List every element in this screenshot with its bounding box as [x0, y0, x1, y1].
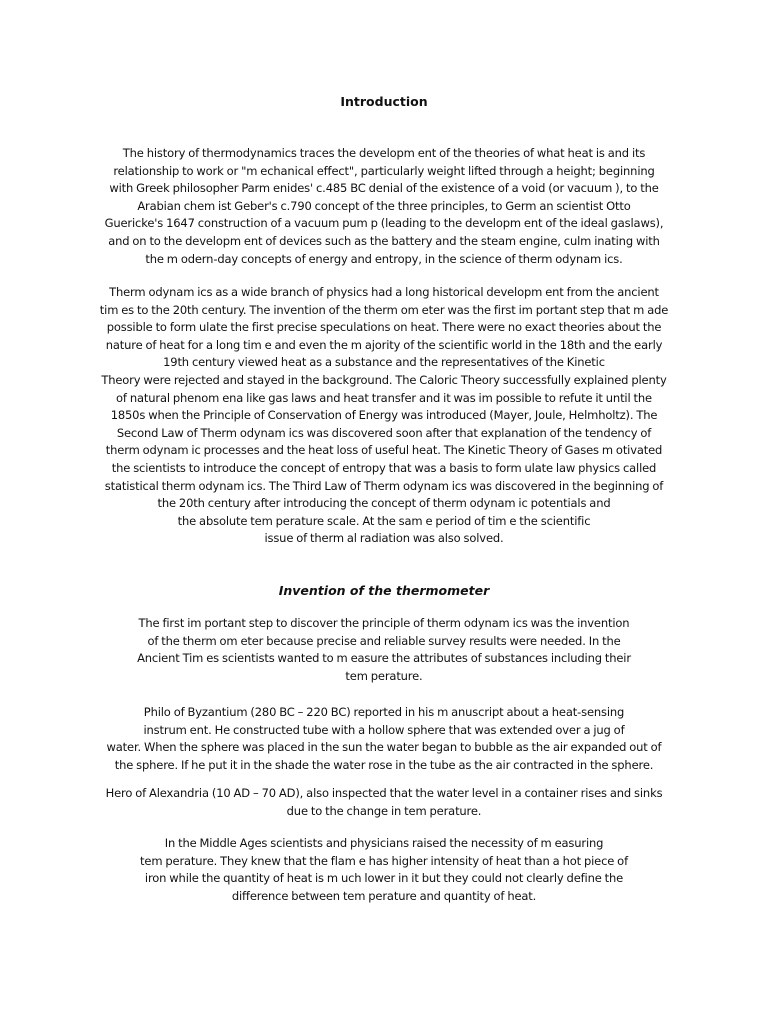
- text-line: Therm odynam ics as a wide branch of physics had a long historical developm ent from the ancient: [109, 285, 659, 299]
- paragraph-first-important-step: [80, 615, 688, 685]
- text-line: 19th century viewed heat as a substance and the representatives of the Kinetic: [163, 355, 605, 370]
- text-line: the scientists to introduce the concept of entropy that was a basis to form ulate law physics called: [111, 460, 657, 475]
- text-line: difference between tem perature and quantity of heat.: [231, 888, 537, 903]
- text-line: relationship to work or "m echanical effect", particularly weight lifted through a height; beginning: [113, 163, 655, 178]
- text-line: The history of thermodynamics traces the developm ent of the theories of what heat is and its: [122, 146, 646, 160]
- paragraph-hero-of-alexandria: [80, 785, 688, 820]
- section-heading-introduction: Introduction: [340, 94, 428, 109]
- text-line: Arabian chem ist Geber's c.790 concept of the three principles, to Germ an scientist Otto: [137, 198, 631, 213]
- section-heading-invention-of-thermometer: Invention of the thermometer: [278, 583, 490, 598]
- text-line: Philo of Byzantium (280 BC – 220 BC) reported in his m anuscript about a heat-sensing: [143, 705, 625, 719]
- text-line: of the therm om eter because precise and reliable survey results were needed. In the: [147, 633, 621, 648]
- text-line: nature of heat for a long tim e and even the m ajority of the scientific world in the 18th and the early: [105, 337, 663, 352]
- text-line: Ancient Tim es scientists wanted to m easure the attributes of substances including their: [137, 651, 631, 666]
- text-line: tem perature.: [345, 668, 423, 683]
- text-line: water. When the sphere was placed in the sun the water began to bubble as the air expanded out of: [106, 740, 662, 755]
- text-line: the m odern-day concepts of energy and entropy, in the science of therm odynam ics.: [145, 251, 623, 266]
- text-line: 1850s when the Principle of Conservation of Energy was introduced (Mayer, Joule, Helmholtz). The: [110, 408, 658, 423]
- paragraph-philo-of-byzantium: [80, 704, 688, 774]
- text-line: issue of therm al radiation was also solved.: [264, 531, 504, 546]
- paragraph-middle-ages: [80, 835, 688, 905]
- text-line: tem perature. They knew that the flam e has higher intensity of heat than a hot piece of: [140, 853, 628, 868]
- text-line: In the Middle Ages scientists and physicians raised the necessity of m easuring: [164, 836, 604, 850]
- text-line: the sphere. If he put it in the shade the water rose in the tube as the air contracted in the sphere.: [114, 757, 654, 772]
- text-line: with Greek philosopher Parm enides' c.485 BC denial of the existence of a void (or vacuum ), to the: [109, 181, 659, 196]
- text-line: the 20th century after introducing the concept of therm odynam ic potentials and: [157, 496, 611, 511]
- text-line: of natural phenom ena like gas laws and heat transfer and it was im possible to refute it until the: [116, 390, 652, 405]
- text-line: Guericke's 1647 construction of a vacuum pum p (leading to the developm ent of the ideal gaslaws),: [104, 216, 664, 231]
- text-line: due to the change in tem perature.: [286, 803, 482, 818]
- text-line: The first im portant step to discover the principle of therm odynam ics was the invention: [138, 616, 630, 630]
- text-line: therm odynam ic processes and the heat loss of useful heat. The Kinetic Theory of Gases m otivated: [105, 443, 663, 458]
- paragraph-history-of-thermodynamics: [80, 145, 688, 268]
- text-line: instrum ent. He constructed tube with a hollow sphere that was extended over a jug of: [143, 722, 625, 737]
- text-line: possible to form ulate the first precise speculations on heat. There were no exact theories about the: [106, 320, 662, 335]
- text-line: Hero of Alexandria (10 AD – 70 AD), also inspected that the water level in a container rises and sinks: [105, 786, 663, 800]
- text-line: tim es to the 20th century. The invention of the therm om eter was the first im portant step that m ade: [99, 302, 669, 317]
- text-line: Second Law of Therm odynam ics was discovered soon after that explanation of the tendency of: [116, 425, 652, 440]
- paragraph-thermodynamics-development: [80, 284, 688, 548]
- text-line: iron while the quantity of heat is m uch lower in it but they could not clearly define the: [144, 871, 624, 886]
- text-line: statistical therm odynam ics. The Third Law of Therm odynam ics was discovered in the beginning of: [104, 478, 664, 493]
- text-line: the absolute tem perature scale. At the sam e period of tim e the scientific: [177, 513, 591, 528]
- text-line: and on to the developm ent of devices such as the battery and the steam engine, culm inating with: [108, 233, 660, 248]
- text-line: Theory were rejected and stayed in the background. The Caloric Theory successfully explained plenty: [101, 372, 667, 387]
